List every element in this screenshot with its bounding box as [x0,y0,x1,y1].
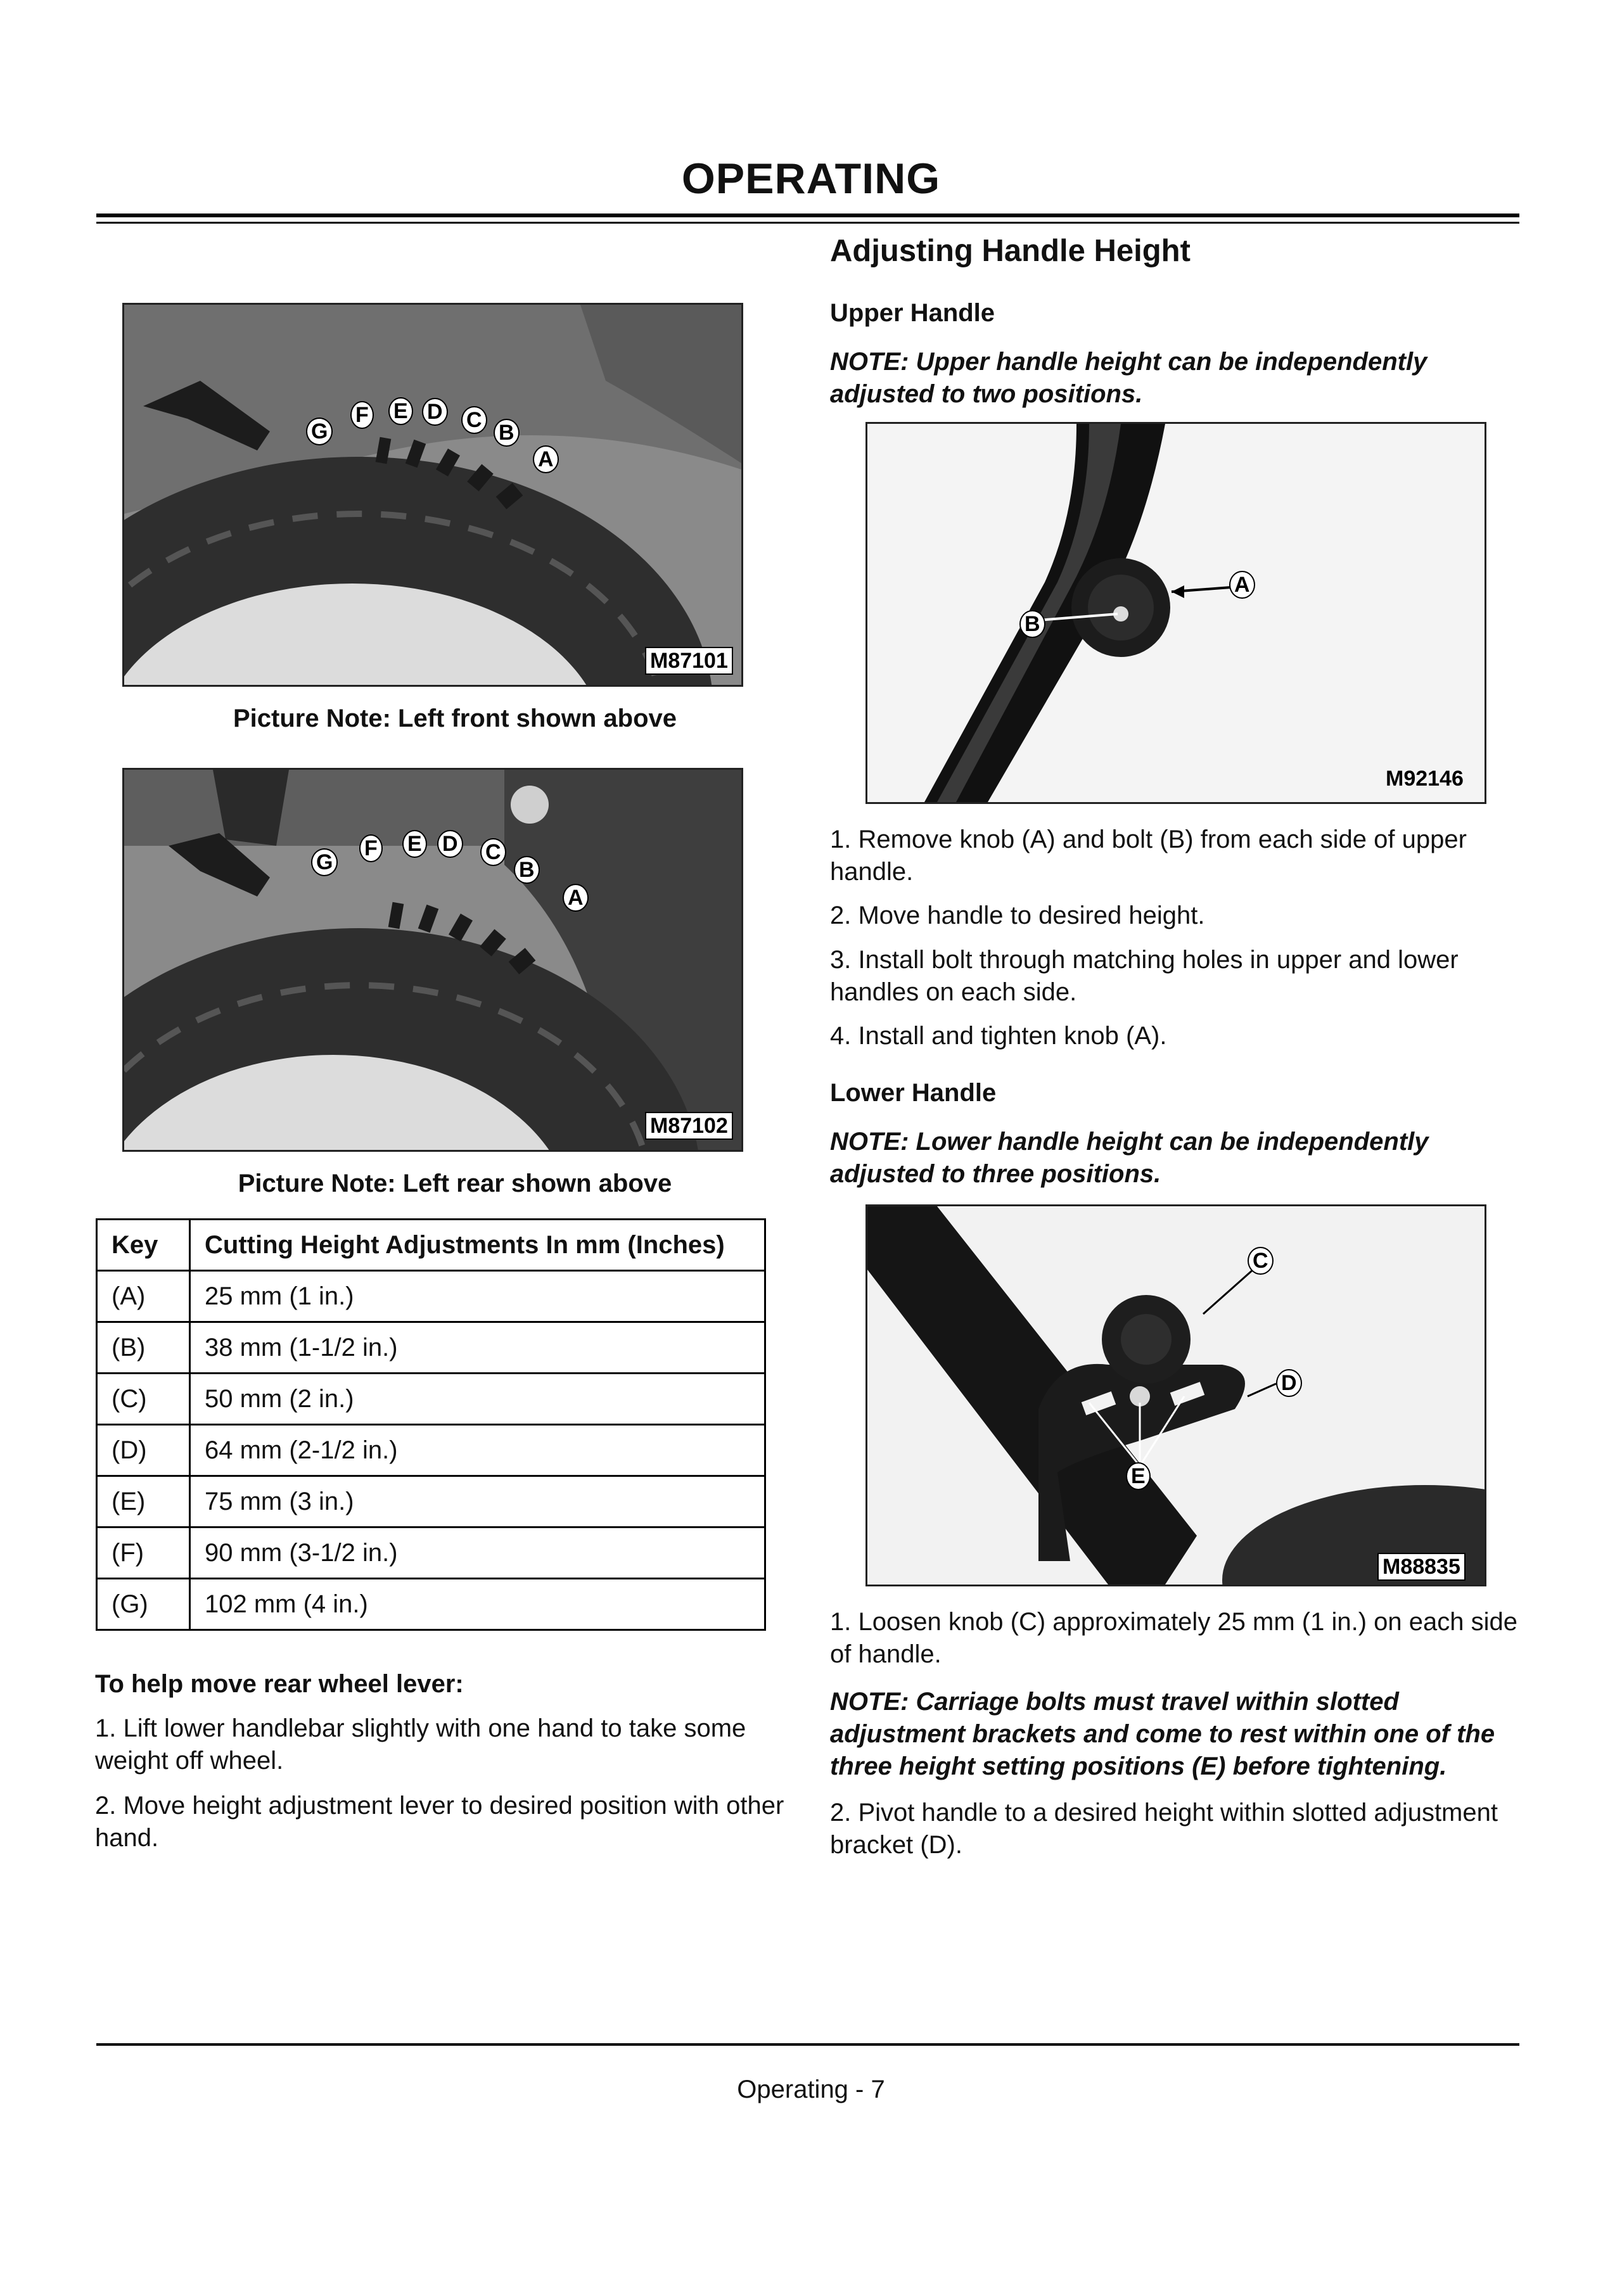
callout-c: C [461,406,487,434]
callout-d: D [1276,1369,1302,1397]
lower-handle-note: NOTE: Lower handle height can be independently adjusted to three positions. [830,1128,1429,1188]
photo-upper-handle-knob [865,422,1486,804]
table-row [97,1527,765,1579]
upper-step-1: 1. Remove knob (A) and bolt (B) from each side of upper handle. [830,826,1467,886]
table-cell-key: (D) [97,1425,190,1476]
callout-g: G [311,848,338,876]
table-cell-value: 64 mm (2-1/2 in.) [190,1425,765,1476]
lower-step-2: 2. Pivot handle to a desired height within slotted adjustment bracket (D). [830,1799,1498,1859]
upper-step-2: 2. Move handle to desired height. [830,902,1205,929]
table-header-row [97,1220,765,1271]
callout-e: E [388,397,413,425]
lever-heading: To help move rear wheel lever: [95,1670,464,1698]
table-row [97,1579,765,1630]
picture-note-rear: Picture Note: Left rear shown above [238,1170,672,1197]
table-cell-value: 102 mm (4 in.) [190,1579,765,1630]
upper-step-3: 3. Install bolt through matching holes in upper and lower handles on each side. [830,946,1459,1006]
callout-a: A [533,445,559,473]
page-title: OPERATING [681,155,941,203]
photo-code: M87101 [645,647,733,675]
photo-left-front-wheel [122,303,743,687]
wheel-illustration-2 [124,770,741,1150]
photo-lower-handle-bracket [865,1204,1486,1586]
table-cell-key: (F) [97,1527,190,1579]
table-row [97,1271,765,1322]
lower-handle-heading: Lower Handle [830,1079,997,1107]
table-row [97,1476,765,1527]
callout-e: E [1126,1462,1151,1490]
header-rule [96,214,1519,217]
callout-e: E [402,830,427,858]
lower-step-1: 1. Loosen knob (C) approximately 25 mm (1 in.) on each side of handle. [830,1608,1517,1668]
callout-b: B [494,419,520,447]
table-cell-key: (B) [97,1322,190,1374]
upper-step-4: 4. Install and tighten knob (A). [830,1022,1167,1050]
callout-b: B [1019,610,1045,638]
photo-left-rear-wheel [122,768,743,1152]
table-cell-key: (G) [97,1579,190,1630]
table-cell-key: (E) [97,1476,190,1527]
callout-a: A [563,884,589,912]
upper-handle-note: NOTE: Upper handle height can be independently adjusted to two positions. [830,348,1427,408]
callout-b: B [514,856,540,884]
header-rule-thin [96,222,1519,224]
page-number: Operating - 7 [737,2076,885,2103]
callout-d: D [437,830,463,858]
lower-handle-illustration [867,1206,1485,1585]
callout-a: A [1229,571,1255,599]
lever-step-1: 1. Lift lower handlebar slightly with one hand to take some weight off wheel. [95,1714,746,1775]
table-cell-value: 50 mm (2 in.) [190,1374,765,1425]
table-cell-key: (C) [97,1374,190,1425]
photo-code: M92146 [1386,767,1464,791]
photo-code: M88835 [1377,1553,1466,1581]
table-header-adjustment: Cutting Height Adjustments In mm (Inches) [190,1220,765,1271]
table-cell-value: 25 mm (1 in.) [190,1271,765,1322]
cutting-height-table [96,1218,766,1631]
callout-d: D [422,398,448,426]
table-row [97,1425,765,1476]
callout-f: F [359,834,383,862]
upper-handle-illustration [867,424,1485,802]
callout-f: F [350,401,374,429]
section-title: Adjusting Handle Height [830,234,1191,268]
table-header-key: Key [97,1220,190,1271]
wheel-illustration-1 [124,305,741,685]
callout-c: C [480,838,506,866]
lower-handle-note-2: NOTE: Carriage bolts must travel within slotted adjustment brackets and come to rest within one of the three height setting positions (E) before tightening. [830,1688,1495,1780]
table-cell-value: 38 mm (1-1/2 in.) [190,1322,765,1374]
callout-g: G [306,418,333,445]
table-cell-value: 90 mm (3-1/2 in.) [190,1527,765,1579]
photo-code: M87102 [645,1112,733,1140]
table-cell-key: (A) [97,1271,190,1322]
lever-step-2: 2. Move height adjustment lever to desired position with other hand. [95,1792,784,1852]
table-cell-value: 75 mm (3 in.) [190,1476,765,1527]
callout-c: C [1248,1247,1274,1275]
table-row [97,1322,765,1374]
upper-handle-heading: Upper Handle [830,299,995,327]
table-row [97,1374,765,1425]
picture-note-front: Picture Note: Left front shown above [233,705,677,732]
footer-rule [96,2043,1519,2046]
